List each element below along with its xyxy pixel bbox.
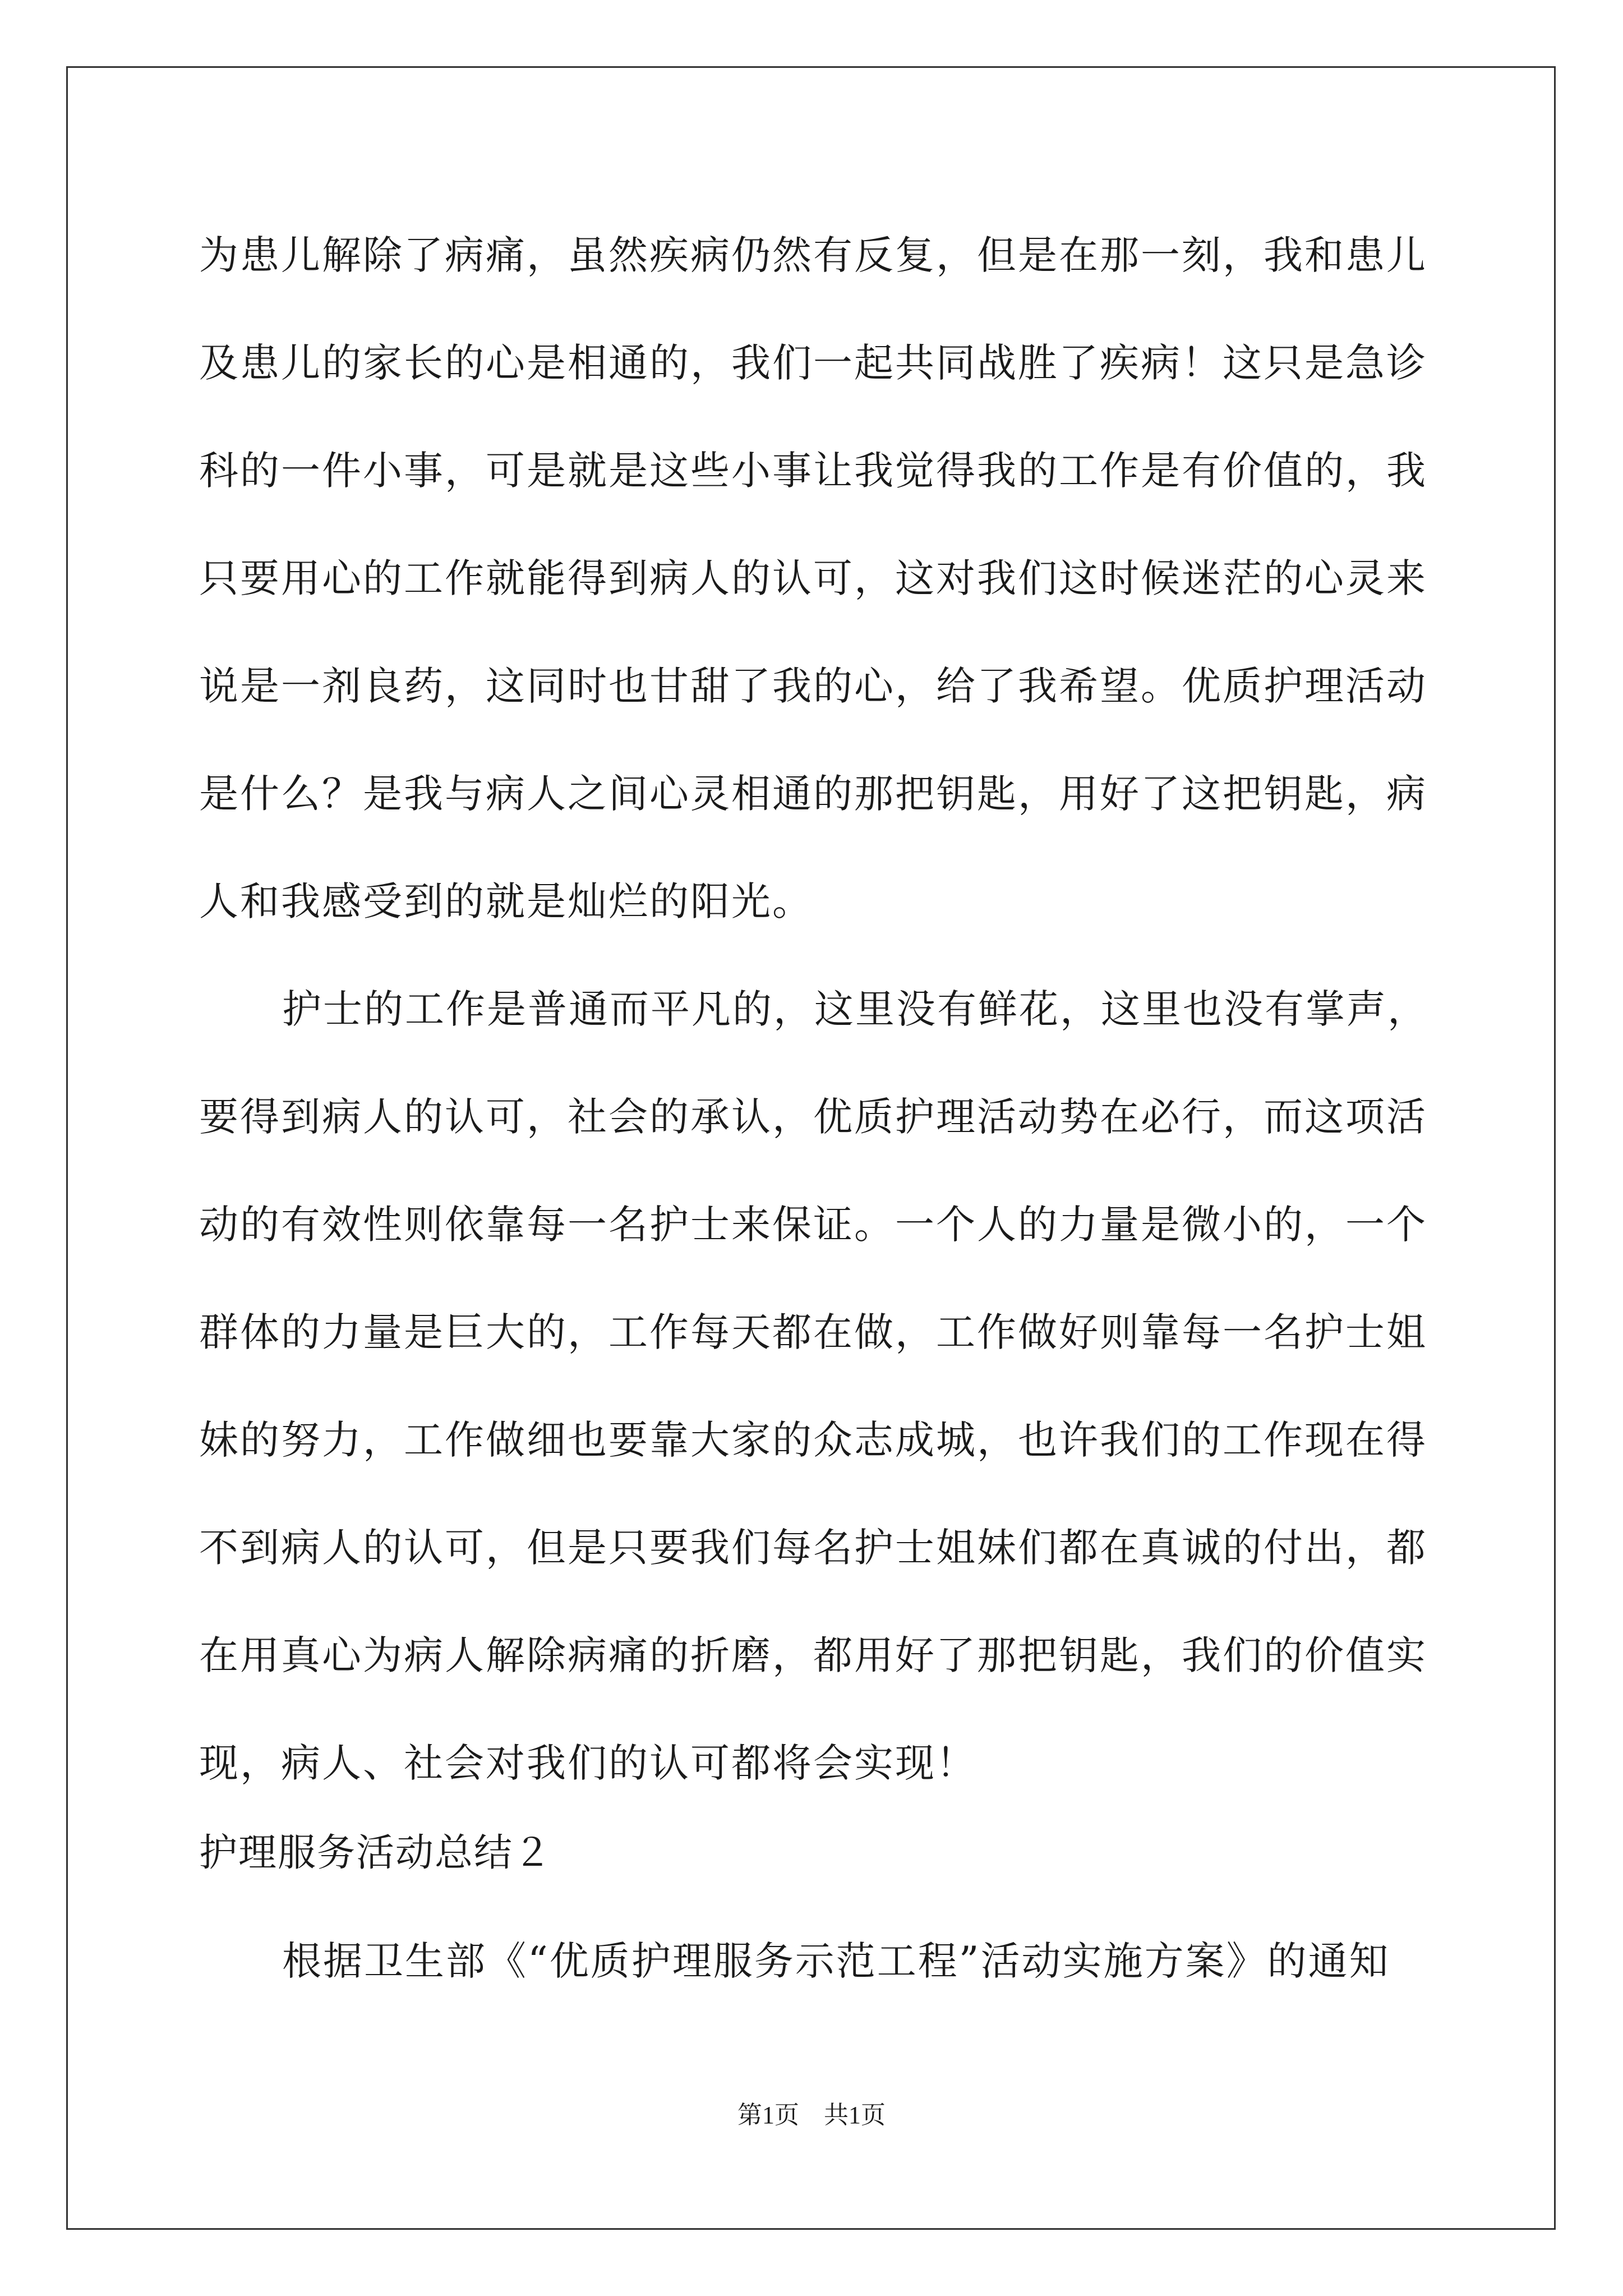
paragraph-1-line-1: 为患儿解除了病痛，虽然疾病仍然有反复，但是在那一刻，我和患儿 [199, 232, 1427, 278]
paragraph-2-line-7: 在用真心为病人解除病痛的折磨，都用好了那把钥匙，我们的价值实 [199, 1632, 1427, 1678]
paragraph-1-line-6: 是什么？是我与病人之间心灵相通的那把钥匙，用好了这把钥匙，病 [199, 771, 1427, 817]
paragraph-1-line-2: 及患儿的家长的心是相通的，我们一起共同战胜了疾病！这只是急诊 [199, 340, 1427, 386]
paragraph-1-line-5: 说是一剂良药，这同时也甘甜了我的心，给了我希望。优质护理活动 [199, 663, 1427, 709]
paragraph-1-line-4: 只要用心的工作就能得到病人的认可，这对我们这时候迷茫的心灵来 [199, 555, 1427, 601]
paragraph-2-line-8: 现，病人、社会对我们的认可都将会实现！ [199, 1740, 977, 1786]
page-number-label: 第1页 共1页 [737, 2101, 886, 2129]
paragraph-2-line-1: 护士的工作是普通而平凡的，这里没有鲜花，这里也没有掌声， [282, 986, 1428, 1032]
paragraph-1-line-3: 科的一件小事，可是就是这些小事让我觉得我的工作是有价值的，我 [199, 448, 1427, 494]
paragraph-3-line-1: 根据卫生部《“优质护理服务示范工程”活动实施方案》的通知 [282, 1938, 1390, 1984]
page-footer [0, 2099, 1623, 2132]
paragraph-2-line-5: 妹的努力，工作做细也要靠大家的众志成城，也许我们的工作现在得 [199, 1417, 1427, 1463]
paragraph-2-line-2: 要得到病人的认可，社会的承认，优质护理活动势在必行，而这项活 [199, 1094, 1427, 1140]
paragraph-2-line-6: 不到病人的认可，但是只要我们每名护士姐妹们都在真诚的付出，都 [199, 1525, 1427, 1571]
paragraph-1-line-7: 人和我感受到的就是灿烂的阳光。 [199, 878, 813, 924]
paragraph-2-line-4: 群体的力量是巨大的，工作每天都在做，工作做好则靠每一名护士姐 [199, 1309, 1427, 1355]
section-title: 护理服务活动总结２ [199, 1831, 553, 1875]
paragraph-2-line-3: 动的有效性则依靠每一名护士来保证。一个人的力量是微小的，一个 [199, 1202, 1427, 1248]
